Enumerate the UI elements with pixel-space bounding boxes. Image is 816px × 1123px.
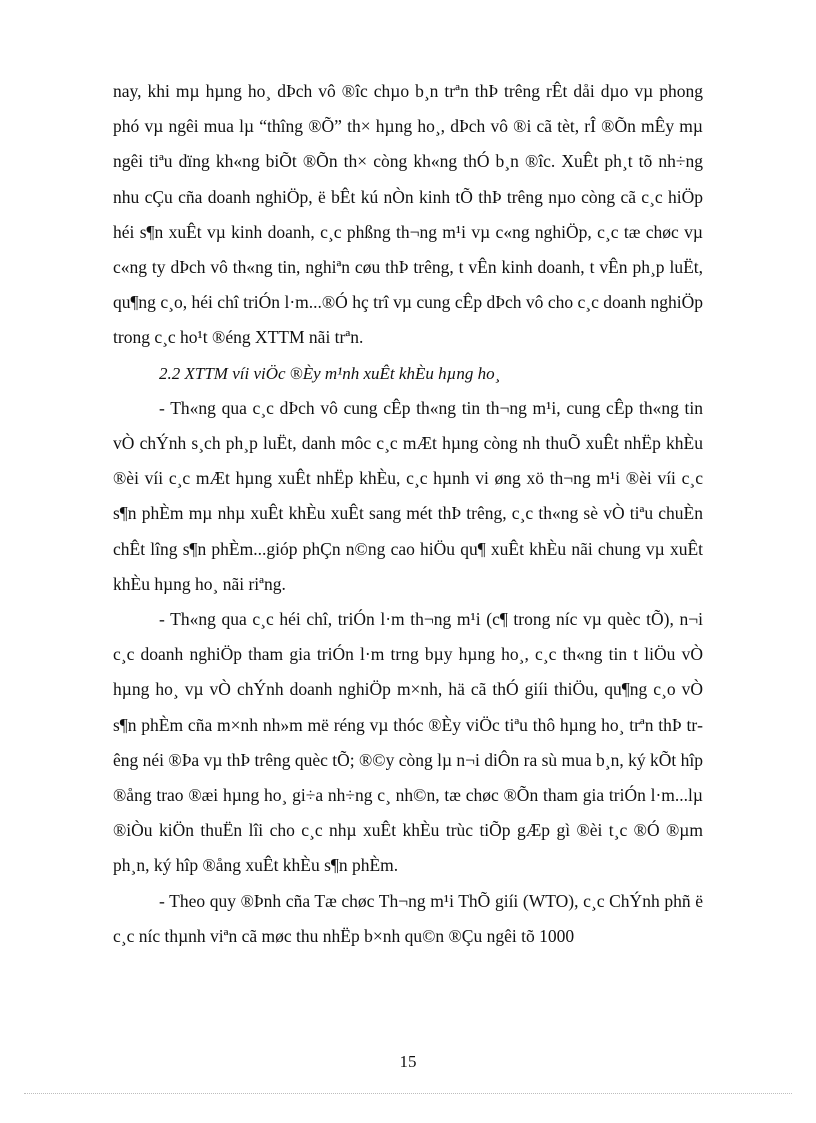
section-heading: 2.2 XTTM víi viÖc ®Èy m¹nh xuÊt khÈu hµng ho¸ [159,363,501,383]
body-paragraph-1: nay, khi mµ hµng ho¸ dÞch vô ®îc chµo b¸n trªn thÞ trêng rÊt dåi dµo vµ phong phó vµ ngêi mua lµ “thîng ®Õ” th× hµng ho¸, dÞch vô ®i cã tèt, rÎ ®Õn mÊy mµ ngêi tiªu dïng kh«ng biÕt ®Õn th× còng kh«ng thÓ b¸n ®îc. XuÊt ph¸t tõ nh÷ng nhu cÇu cña doanh nghiÖp, ë bÊt kú nÒn kinh tÕ thÞ trêng nµo còng cã c¸c hiÖp héi s¶n xuÊt vµ kinh doanh, c¸c phßng th¬ng m¹i vµ c«ng nghiÖp, c¸c tæ chøc vµ c«ng ty dÞch vô th«ng tin, nghiªn cøu thÞ trêng, t vÊn kinh doanh, t vÊn ph¸p luËt, qu¶ng c¸o, héi chî triÓn l·m...®Ó hç trî vµ cung cÊp dÞch vô cho c¸c doanh nghiÖp trong c¸c ho¹t ®éng XTTM nãi trªn. [113,81,703,348]
body-paragraph-3: - Th«ng qua c¸c héi chî, triÓn l·m th¬ng m¹i (c¶ trong níc vµ quèc tÕ), n¬i c¸c doanh nghiÖp tham gia triÓn l·m trng bµy hµng ho¸, c¸c th«ng tin t liÖu vÒ hµng ho¸ vµ vÒ chÝnh doanh nghiÖp m×nh, hä cã thÓ giíi thiÖu, qu¶ng c¸o vÒ s¶n phÈm cña m×nh nh»m më réng vµ thóc ®Èy viÖc tiªu thô hµng ho¸ trªn thÞ trêng néi ®Þa vµ thÞ trêng quèc tÕ; ®©y còng lµ n¬i diÔn ra sù mua b¸n, ký kÕt hîp ®ång trao ®æi hµng ho¸ gi÷a nh÷ng c¸ nh©n, tæ chøc ®Õn tham gia triÓn l·m...lµ ®iÒu kiÖn thuËn lîi cho c¸c nhµ xuÊt khÈu trùc tiÕp gÆp gì ®èi t¸c ®Ó ®µm ph¸n, ký hîp ®ång xuÊt khÈu s¶n phÈm. [113,609,703,876]
page-content [113,74,703,954]
body-paragraph-4: - Theo quy ®Þnh cña Tæ chøc Th¬ng m¹i ThÕ giíi (WTO), c¸c ChÝnh phñ ë c¸c níc thµnh viªn cã møc thu nhËp b×nh qu©n ®Çu ngêi tõ 1000 [113,890,703,946]
page-bottom-border [24,1093,792,1094]
body-paragraph-2: - Th«ng qua c¸c dÞch vô cung cÊp th«ng tin th¬ng m¹i, cung cÊp th«ng tin vÒ chÝnh s¸ch ph¸p luËt, danh môc c¸c mÆt hµng còng nh thuÕ xuÊt nhËp khÈu ®èi víi c¸c mÆt hµng xuÊt nhËp khÈu, c¸c hµnh vi øng xö th¬ng m¹i ®èi víi c¸c s¶n phÈm mµ nhµ xuÊt khÈu xuÊt sang mét thÞ trêng, c¸c th«ng sè vÒ tiªu chuÈn chÊt lîng s¶n phÈm...gióp phÇn n©ng cao hiÖu qu¶ xuÊt khÈu nãi chung vµ xuÊt khÈu hµng ho¸ nãi riªng. [113,397,703,594]
page-number: 15 [399,1052,417,1071]
